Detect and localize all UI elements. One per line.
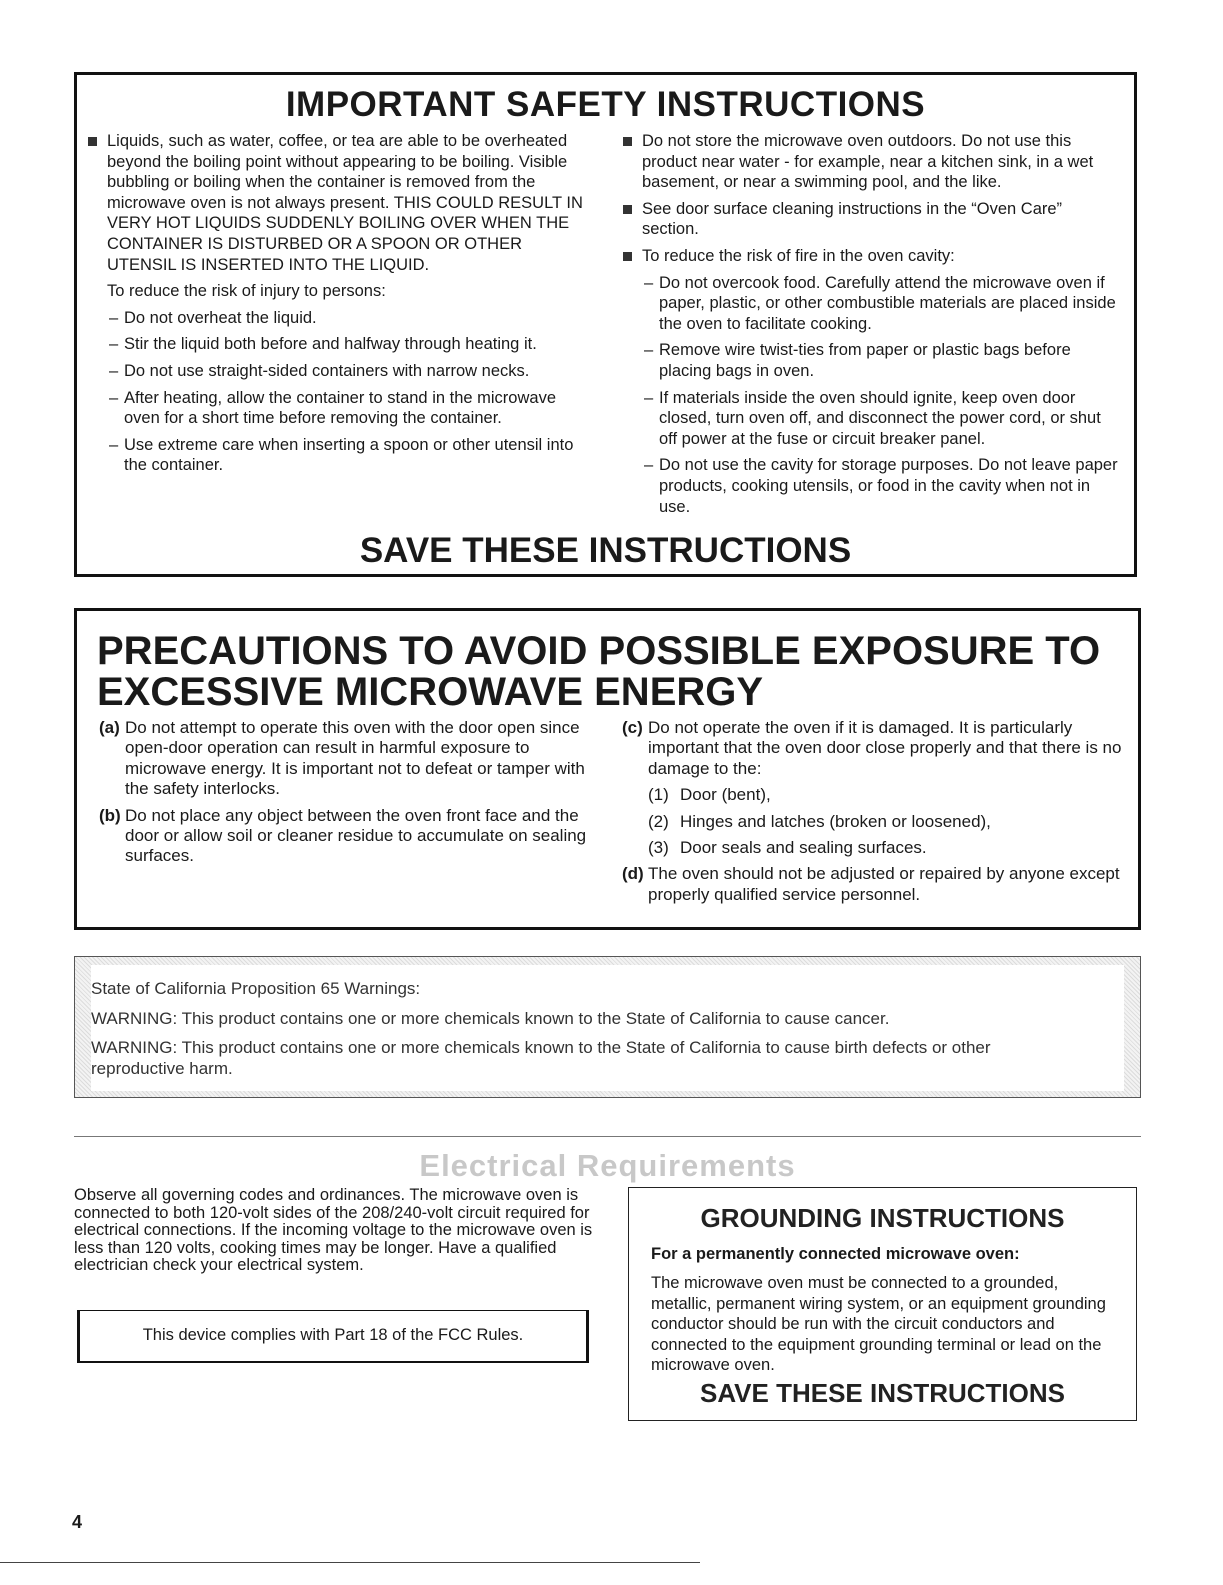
precaution-text-b: Do not place any object between the oven front face and the door or allow soil or cleaner residue to accumulate on sealing surfaces.	[125, 805, 587, 866]
precaution-subitem-label: (2)	[648, 811, 669, 831]
precaution-subitem	[622, 812, 1122, 832]
precautions-title-line2: EXCESSIVE MICROWAVE ENERGY	[97, 670, 764, 714]
precaution-label-a: (a)	[99, 718, 120, 737]
precautions-left-column	[99, 718, 599, 867]
safety-right-column	[623, 131, 1123, 517]
electrical-requirements-title: Electrical Requirements	[419, 1148, 796, 1183]
fcc-compliance-text: This device complies with Part 18 of the FCC Rules.	[142, 1326, 524, 1344]
precaution-subitem-text: Door (bent),	[680, 785, 771, 805]
safety-dash-item: – Do not overcook food. Carefully attend the microwave oven if paper, plastic, or other combustible materials are placed inside the oven to facilitate cooking.	[623, 273, 1123, 335]
precaution-label-c: (c)	[622, 718, 643, 737]
prop65-inner-panel	[91, 965, 1124, 1091]
precautions-title	[97, 631, 1100, 713]
precaution-item-d	[622, 864, 1122, 905]
safety-dash-item: – If materials inside the oven should ignite, keep oven door closed, turn oven off, and disconnect the power cord, or shut off power at the fuse or circuit breaker panel.	[623, 388, 1123, 450]
grounding-body: The microwave oven must be connected to a grounded, metallic, permanent wiring system, or an equipment grounding conductor should be run with the circuit conductors and connected to the equipment grounding terminal or lead on the microwave oven.	[651, 1274, 1106, 1374]
grounding-title: GROUNDING INSTRUCTIONS	[700, 1203, 1065, 1233]
safety-bullet-outdoors: Do not store the microwave oven outdoors. Do not use this product near water - for example, near a kitchen sink, in a wet basement, or near a swimming pool, and the like.	[623, 131, 1123, 193]
prop65-warning-box	[74, 956, 1141, 1098]
safety-left-column	[88, 131, 593, 476]
precaution-label-b: (b)	[99, 805, 121, 825]
grounding-instructions-box	[628, 1187, 1137, 1421]
precaution-subitem	[622, 785, 1122, 805]
safety-dash-item: – Do not overheat the liquid.	[88, 308, 593, 329]
prop65-heading: State of California Proposition 65 Warnings:	[91, 979, 421, 998]
precaution-item-a	[99, 718, 599, 800]
footer-rule	[0, 1562, 700, 1563]
safety-dash-item: – Stir the liquid both before and halfway through heating it.	[88, 334, 593, 355]
fcc-compliance-box	[77, 1310, 589, 1363]
safety-dash-item: – Do not use the cavity for storage purposes. Do not leave paper products, cooking utensils, or food in the cavity when not in use.	[623, 455, 1123, 517]
precaution-subitem-label: (1)	[648, 785, 669, 805]
prop65-warning-cancer: WARNING: This product contains one or more chemicals known to the State of California to cause cancer.	[91, 1008, 890, 1028]
precaution-subitem-text: Hinges and latches (broken or loosened),	[680, 811, 991, 831]
precaution-text-a: Do not attempt to operate this oven with the door open since open-door operation can result in harmful exposure to microwave energy. It is important not to defeat or tamper with the safety interlocks.	[125, 718, 585, 799]
safety-bullet-door-cleaning: See door surface cleaning instructions in the “Oven Care” section.	[623, 199, 1123, 240]
precaution-item-b	[99, 806, 599, 867]
prop65-text	[91, 979, 1081, 1079]
safety-dash-item: – Use extreme care when inserting a spoon or other utensil into the container.	[88, 435, 593, 476]
safety-dash-item: – Remove wire twist-ties from paper or plastic bags before placing bags in oven.	[623, 340, 1123, 381]
safety-injury-intro: To reduce the risk of injury to persons:	[107, 282, 386, 301]
precaution-label-d: (d)	[622, 864, 644, 884]
important-safety-instructions-box	[74, 72, 1137, 577]
electrical-requirements-body: Observe all governing codes and ordinances. The microwave oven is connected to both 120-volt sides of the 208/240-volt circuit required for electrical connections. If the incoming voltage to the microwave oven is less than 120 volts, cooking times may be longer. Have a qualified electrician check your electrical system.	[74, 1186, 593, 1274]
safety-save-instructions: SAVE THESE INSTRUCTIONS	[359, 531, 852, 570]
precaution-subitem	[622, 838, 1122, 858]
precaution-text-c: Do not operate the oven if it is damaged. It is particularly important that the oven door close properly and that there is no damage to the:	[648, 718, 1122, 778]
safety-bullet-liquids: Liquids, such as water, coffee, or tea are able to be overheated beyond the boiling point without appearing to be boiling. Visible bubbling or boiling when the container is removed from the microwave oven is not always present. THIS COULD RESULT IN VERY HOT LIQUIDS SUDDENLY BOILING OVER WHEN THE CONTAINER IS DISTURBED OR A SPOON OR OTHER UTENSIL IS INSERTED INTO THE LIQUID.	[88, 131, 593, 275]
precautions-box	[74, 608, 1141, 930]
precaution-subitem-label: (3)	[648, 838, 669, 858]
precaution-item-c	[622, 718, 1122, 779]
precaution-text-d: The oven should not be adjusted or repaired by anyone except properly qualified service personnel.	[648, 864, 1120, 904]
section-divider	[74, 1136, 1141, 1137]
safety-dash-item: – After heating, allow the container to stand in the microwave oven for a short time before removing the container.	[88, 388, 593, 429]
safety-title: IMPORTANT SAFETY INSTRUCTIONS	[285, 85, 926, 124]
grounding-subtitle: For a permanently connected microwave oven:	[651, 1245, 1020, 1263]
safety-bullet-fire: To reduce the risk of fire in the oven cavity:	[623, 246, 1123, 267]
page-number: 4	[72, 1512, 83, 1532]
grounding-save-instructions: SAVE THESE INSTRUCTIONS	[699, 1378, 1065, 1408]
safety-dash-item: – Do not use straight-sided containers with narrow necks.	[88, 361, 593, 382]
precautions-title-line1: PRECAUTIONS TO AVOID POSSIBLE EXPOSURE TO	[97, 629, 1101, 673]
precautions-right-column	[622, 718, 1122, 905]
precaution-subitem-text: Door seals and sealing surfaces.	[680, 838, 927, 858]
prop65-warning-reproductive: WARNING: This product contains one or more chemicals known to the State of California to cause birth defects or other reproductive harm.	[91, 1038, 991, 1078]
